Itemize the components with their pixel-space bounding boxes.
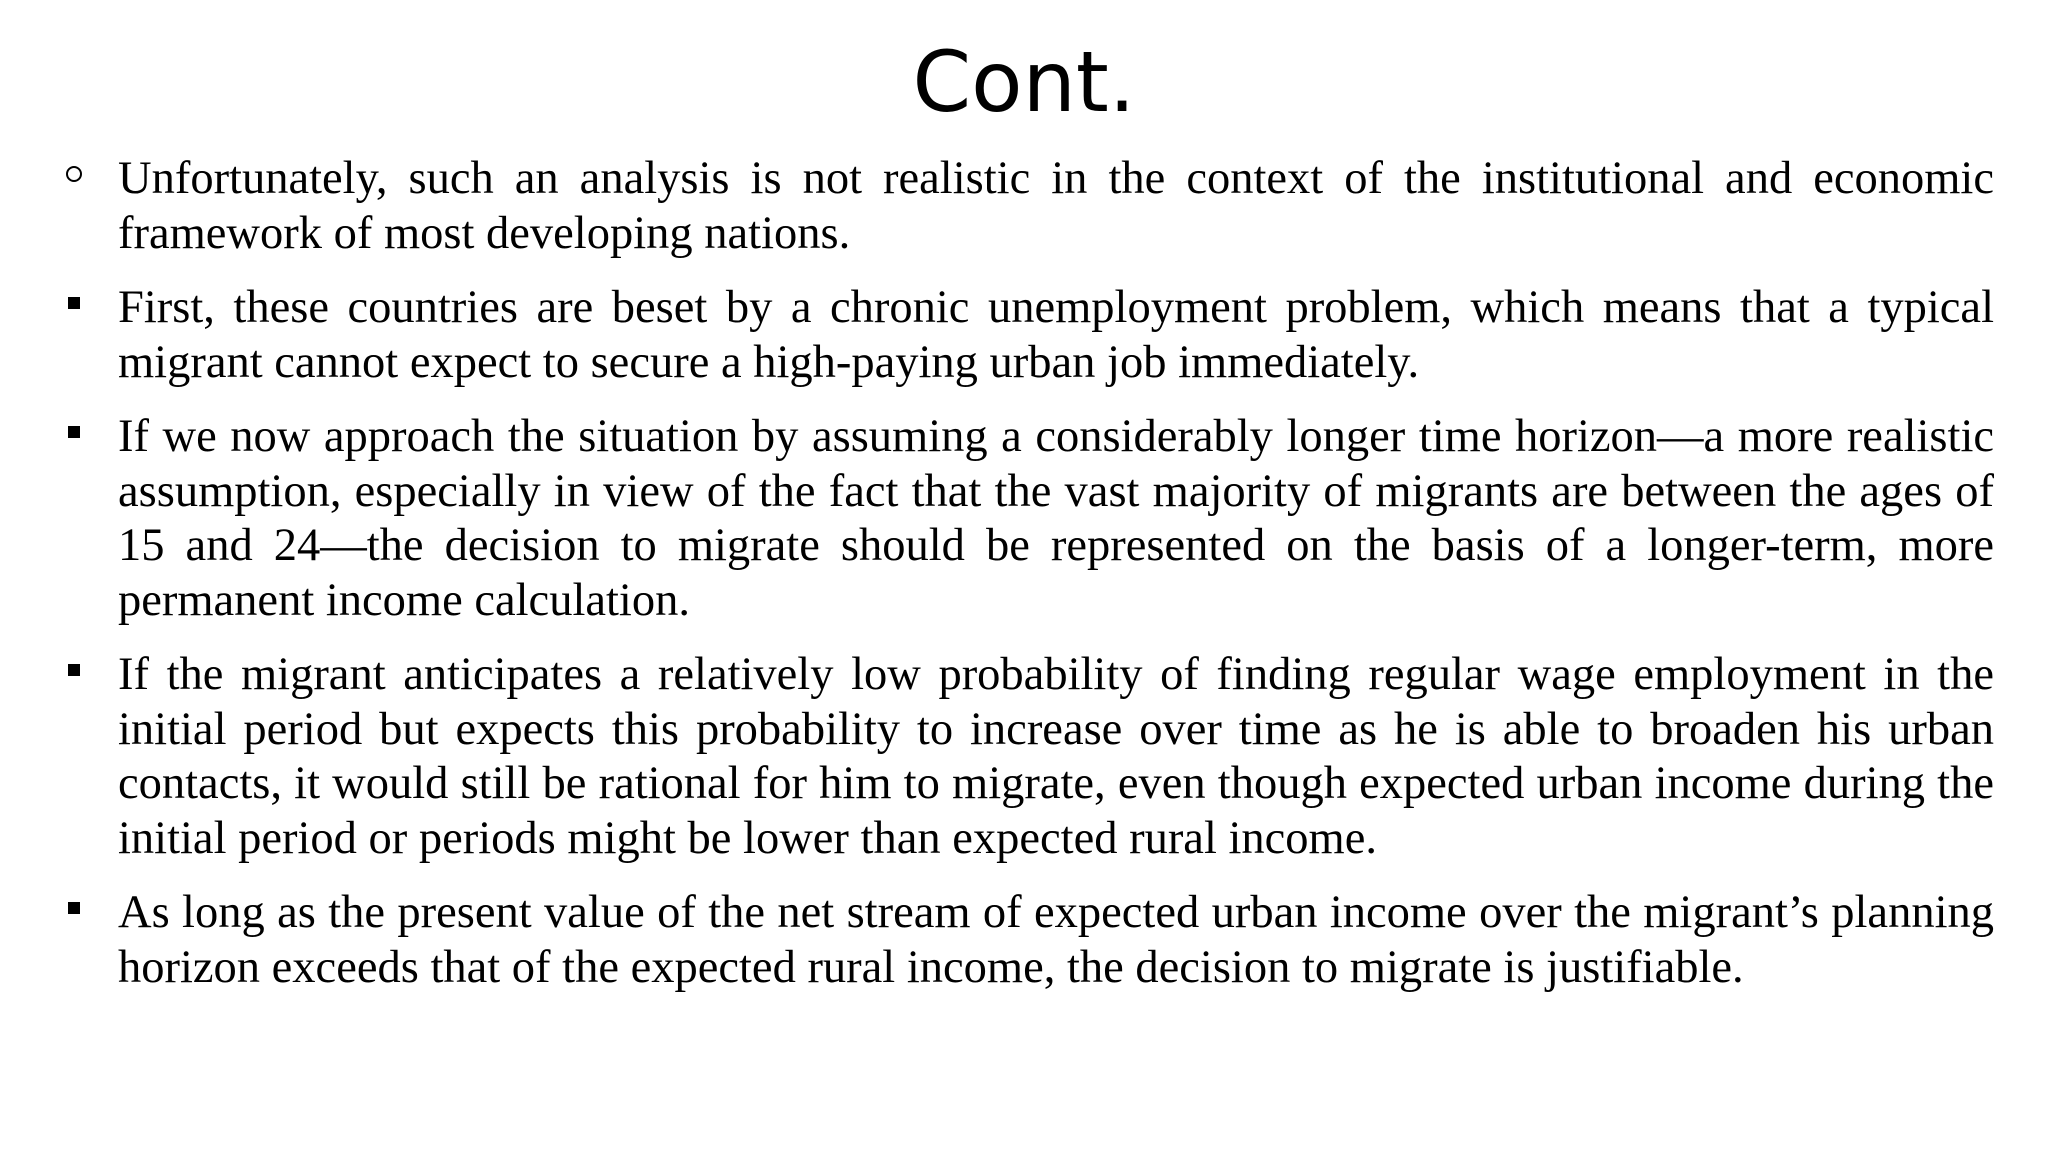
square-bullet-icon: [62, 648, 92, 703]
bullet-item: [0, 648, 2048, 866]
bullet-text: First, these countries are beset by a chronic unemployment problem, which means that a typical migrant cannot expect to secure a high-paying urban job immediately.: [118, 282, 1994, 388]
bullet-item: [0, 281, 2048, 390]
bullet-text: If the migrant anticipates a relatively low probability of finding regular wage employment in the initial period but expects this probability to increase over time as he is able to broaden his urban contacts, it would still be rational for him to migrate, even though expected urban income during the initial period or periods might be lower than expected rural income.: [118, 649, 1994, 864]
bullet-text: If we now approach the situation by assuming a considerably longer time horizon—a more realistic assumption, especially in view of the fact that the vast majority of migrants are between the ages of 15 and 24—the decision to migrate should be represented on the basis of a longer-term, more permanent income calculation.: [118, 411, 1994, 626]
square-bullet-icon: [62, 281, 92, 336]
hollow-circle-bullet-icon: [62, 152, 92, 207]
bullet-list: [0, 152, 2048, 1015]
bullet-item: [0, 152, 2048, 261]
square-bullet-icon: [62, 410, 92, 465]
slide-title: Cont.: [912, 33, 1136, 131]
bullet-item: [0, 886, 2048, 995]
bullet-item: [0, 410, 2048, 628]
bullet-text: As long as the present value of the net stream of expected urban income over the migrant’s planning horizon exceeds that of the expected rural income, the decision to migrate is justifiable.: [118, 887, 1994, 993]
square-bullet-icon: [62, 886, 92, 941]
bullet-text: Unfortunately, such an analysis is not realistic in the context of the institutional and economic framework of most developing nations.: [118, 153, 1994, 259]
